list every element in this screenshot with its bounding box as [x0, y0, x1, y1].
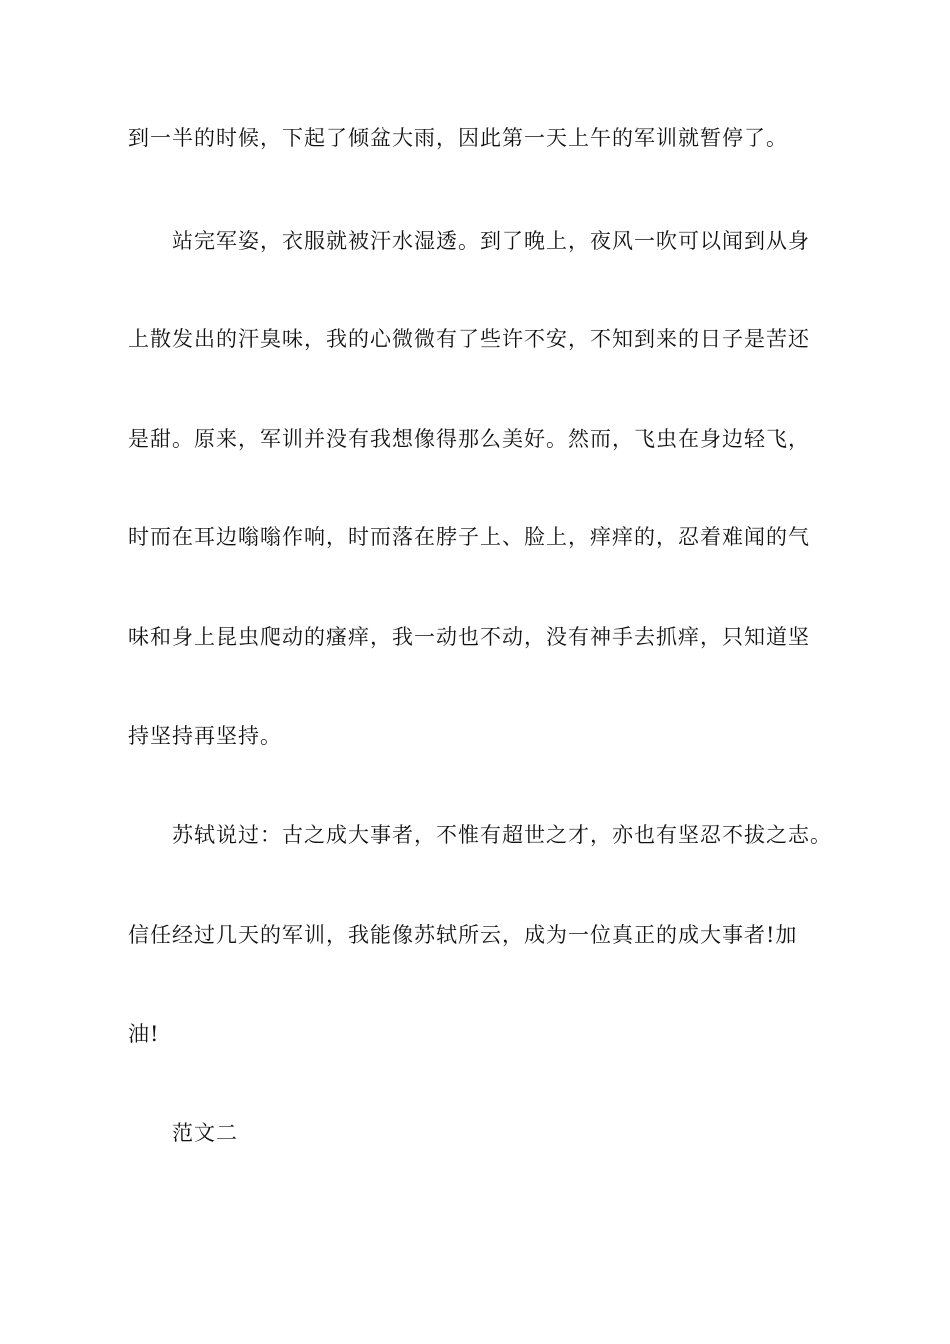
text-line: 到一半的时候，下起了倾盆大雨，因此第一天上午的军训就暂停了。	[128, 126, 788, 150]
text-line: 信任经过几天的军训，我能像苏轼所云，成为一位真正的成大事者!加	[128, 923, 798, 947]
text-line: 持坚持再坚持。	[128, 724, 282, 748]
paragraph-start-line: 苏轼说过：古之成大事者，不惟有超世之才，亦也有坚忍不拔之志。	[172, 823, 832, 847]
section-heading: 范文二	[172, 1121, 238, 1145]
text-line: 时而在耳边嗡嗡作响，时而落在脖子上、脸上，痒痒的，忍着难闻的气	[128, 525, 810, 549]
text-line: 上散发出的汗臭味，我的心微微有了些许不安，不知到来的日子是苦还	[128, 327, 810, 351]
text-line: 油!	[128, 1022, 160, 1046]
text-line: 味和身上昆虫爬动的瘙痒，我一动也不动，没有神手去抓痒，只知道坚	[128, 625, 810, 649]
text-line: 是甜。原来，军训并没有我想像得那么美好。然而，飞虫在身边轻飞，	[128, 427, 810, 451]
paragraph-start-line: 站完军姿，衣服就被汗水湿透。到了晚上，夜风一吹可以闻到从身	[172, 229, 810, 253]
